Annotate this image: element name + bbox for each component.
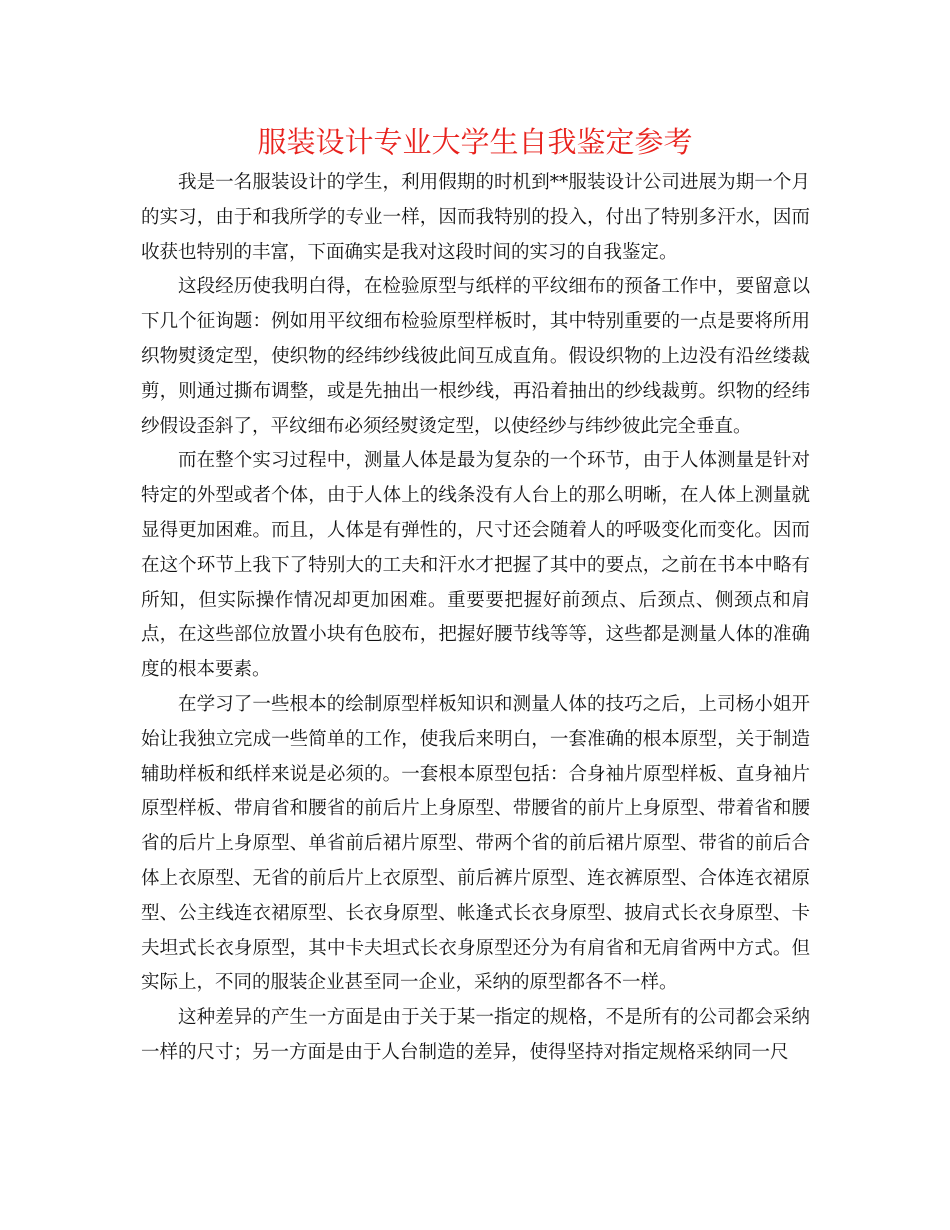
document-title: 服装设计专业大学生自我鉴定参考 (257, 125, 693, 159)
paragraph-body-measurement: 而在整个实习过程中，测量人体是最为复杂的一个环节，由于人体测量是针对特定的外型或者个体，由于人体上的线条没有人台上的那么明晰，在人体上测量就显得更加困难。而且，人体是有弹性的，尺寸还会随着人的呼吸变化而变化。因而在这个环节上我下了特别大的工夫和汗水才把握了其中的要点，之前在书本中略有所知，但实际操作情况却更加困难。重要要把握好前颈点、后颈点、侧颈点和肩点，在这些部位放置小块有色胶布，把握好腰节线等等，这些都是测量人体的准确度的根本要素。 (141, 450, 810, 681)
document-body (141, 166, 810, 1071)
paragraph-muslin-preparation: 这段经历使我明白得，在检验原型与纸样的平纹细布的预备工作中，要留意以下几个征询题：例如用平纹细布检验原型样板时，其中特别重要的一点是要将所用织物熨烫定型，使织物的经纬纱线彼此间互成直角。假设织物的上边没有沿丝缕裁剪，则通过撕布调整，或是先抽出一根纱线，再沿着抽出的纱线裁剪。织物的经纬纱假设歪斜了，平纹细布必须经熨烫定型，以使经纱与纬纱彼此完全垂直。 (141, 276, 810, 437)
paragraph-basic-patterns: 在学习了一些根本的绘制原型样板知识和测量人体的技巧之后，上司杨小姐开始让我独立完成一些简单的工作，使我后来明白，一套准确的根本原型，关于制造辅助样板和纸样来说是必须的。一套根本原型包括：合身袖片原型样板、直身袖片原型样板、带肩省和腰省的前后片上身原型、带腰省的前片上身原型、带着省和腰省的后片上身原型、单省前后裙片原型、带两个省的前后裙片原型、带省的前后合体上衣原型、无省的前后片上衣原型、前后裤片原型、连衣裤原型、合体连衣裙原型、公主线连衣裙原型、长衣身原型、帐逢式长衣身原型、披肩式长衣身原型、卡夫坦式长衣身原型，其中卡夫坦式长衣身原型还分为有肩省和无肩省两中方式。但实际上，不同的服装企业甚至同一企业，采纳的原型都各不一样。 (141, 693, 810, 994)
paragraph-differences: 这种差异的产生一方面是由于关于某一指定的规格，不是所有的公司都会采纳一样的尺寸；另一方面是由于人台制造的差异，使得坚持对指定规格采纳同一尺 (141, 1007, 810, 1063)
paragraph-internship-intro: 我是一名服装设计的学生，利用假期的时机到**服装设计公司进展为期一个月的实习，由于和我所学的专业一样，因而我特别的投入，付出了特别多汗水，因而收获也特别的丰富，下面确实是我对这段时间的实习的自我鉴定。 (141, 172, 810, 263)
